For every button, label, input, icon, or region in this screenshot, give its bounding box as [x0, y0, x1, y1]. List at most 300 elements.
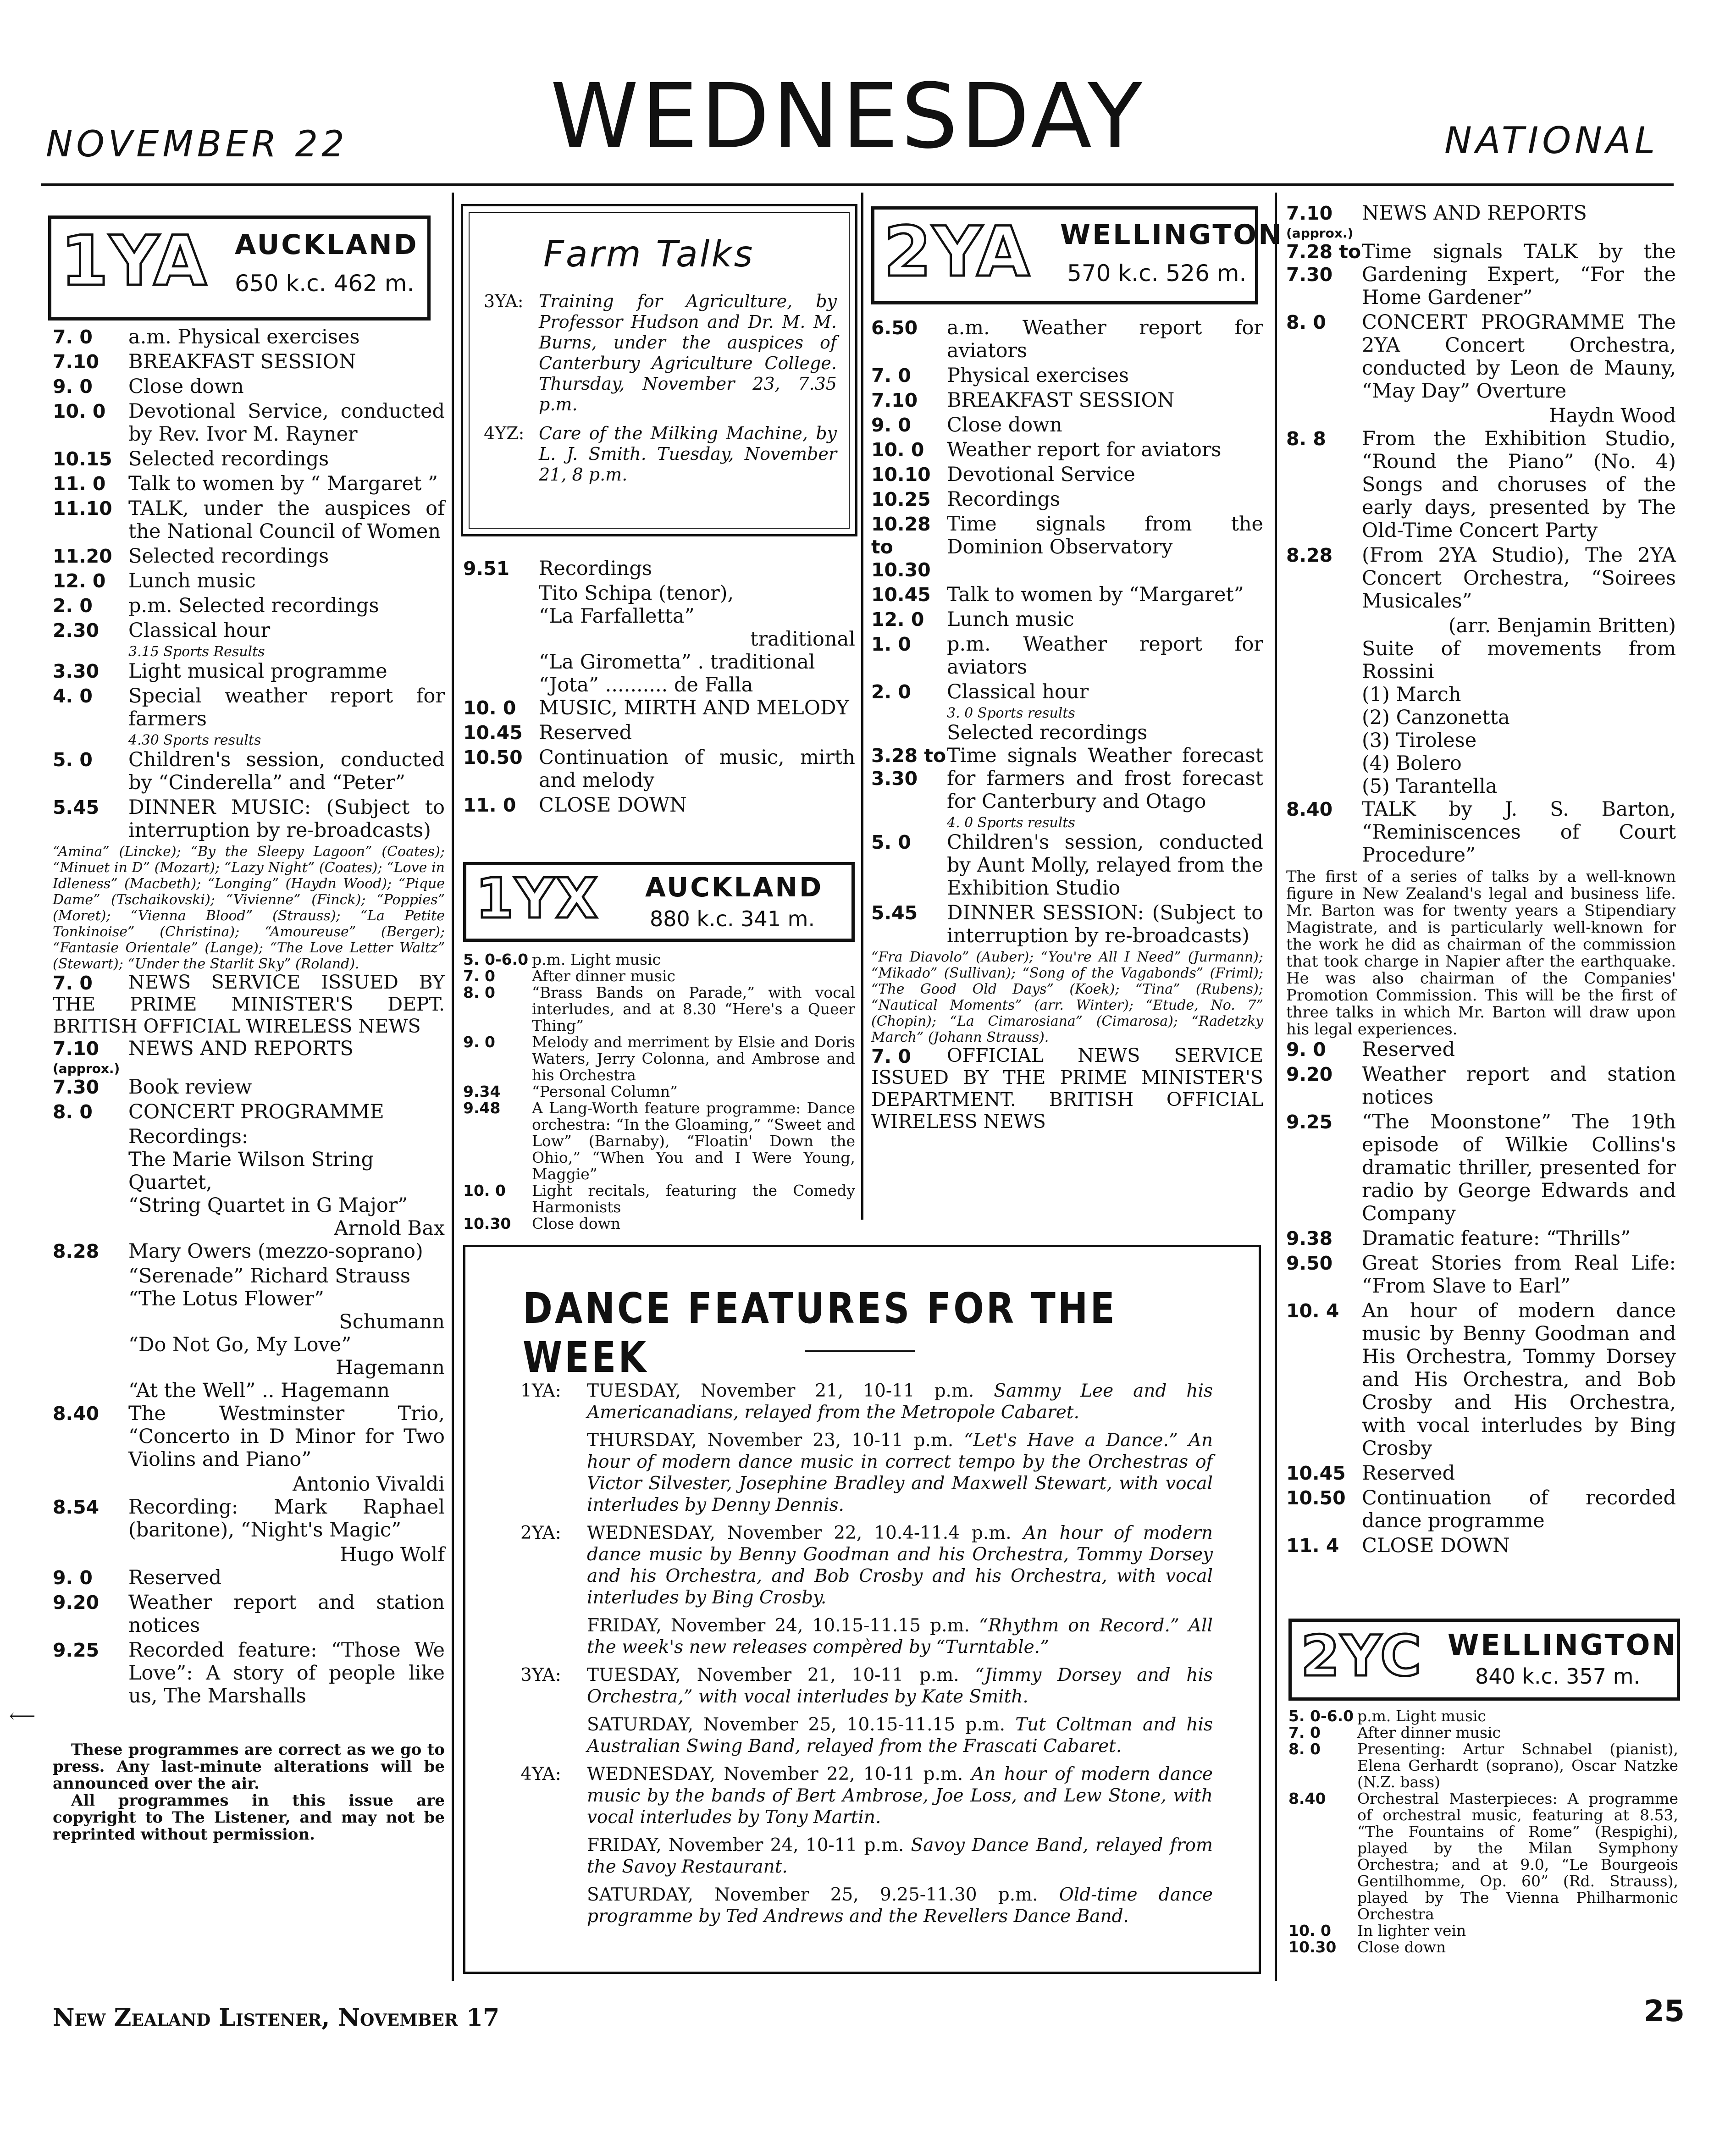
- text-line: (1) March: [1362, 683, 1461, 706]
- entry-description: Close down: [532, 1215, 621, 1232]
- entry-time: 10.45: [871, 584, 931, 606]
- dance-features-title: DANCE FEATURES FOR THE WEEK: [523, 1284, 1117, 1382]
- entry-description: After dinner music: [1357, 1724, 1501, 1741]
- entry-description: Reserved: [1362, 1462, 1455, 1485]
- schedule-entry: [53, 1037, 445, 1060]
- entry-time: 4. 0: [53, 685, 93, 707]
- dance-features-box: [463, 1245, 1261, 1974]
- column-divider: [861, 193, 863, 1220]
- entry-description: Time signals TALK by the Gardening Expert, “For the Home Gardener”: [1362, 240, 1676, 309]
- recording-details: [539, 582, 855, 696]
- station-key: 4YZ:: [484, 423, 525, 443]
- entry-time: 10.10: [871, 464, 931, 486]
- header-network: NATIONAL: [1444, 119, 1659, 162]
- entry-description: Lunch music: [128, 569, 256, 592]
- entry-time: 7.30: [53, 1076, 100, 1098]
- entry-description: The Westminster Trio, “Concerto in D Minor for Two Violins and Piano”: [128, 1402, 445, 1471]
- station-frequency: 650 k.c. 462 m.: [235, 270, 415, 297]
- schedule-entry: [53, 326, 445, 348]
- text-line: “Serenade” Richard Strauss: [128, 1265, 410, 1288]
- text-line: “At the Well” .. Hagemann: [128, 1379, 390, 1402]
- station-call-sign: 2YC: [1301, 1624, 1422, 1689]
- col2-schedule: [463, 557, 855, 818]
- entry-description: Devotional Service, conducted by Rev. Ivor M. Rayner: [128, 400, 445, 446]
- feature-description: “Let's Have a Dance.” An hour of modern dance music in correct tempo by the Orchestras of Victor Silvester, Josephine Bradley and Maxwell Stewart, with vocal interludes by Denny Dennis.: [587, 1430, 1213, 1515]
- entry-time: 10.15: [53, 448, 112, 470]
- schedule-entry: [871, 744, 1263, 813]
- schedule-entry: [1286, 311, 1676, 403]
- text-line: Arnold Bax: [334, 1217, 445, 1240]
- talk-description: The first of a series of talks by a well-known figure in New Zealand's legal and business life. Mr. Barton was for twenty years a Stipendiary Magistrate, and is particularly well-known for the work he did as chairman of the commission that took charge in Napier after the earthquake. He was also chairman of the Companies' Promotion Commission. This will be the first of three talks in which Mr. Barton will draw upon his legal experiences.: [1286, 868, 1676, 1039]
- station-key: 2YA:: [520, 1523, 561, 1543]
- entry-description: Physical exercises: [947, 364, 1129, 387]
- station-city: AUCKLAND: [235, 229, 419, 261]
- entry-description: Time signals Weather forecast for farmers and frost forecast for Canterbury and Otago: [947, 744, 1263, 813]
- entry-time: 10. 0: [871, 439, 924, 461]
- schedule-entry: [1288, 1790, 1678, 1923]
- schedule-entry: [1286, 544, 1676, 613]
- entry-description: p.m. Weather report for aviators: [947, 633, 1263, 679]
- schedule-entry: [871, 389, 1263, 412]
- station-city: WELLINGTON: [1060, 219, 1283, 251]
- dance-feature-row: [520, 1664, 1213, 1707]
- station-key: [520, 1430, 587, 1516]
- arrow-mark-icon: ⟵: [9, 1706, 36, 1727]
- feature-description: An hour of modern dance music by the bands of Bert Ambrose, Joe Loss, and Lew Stone, with vocal interludes by Tony Martin.: [587, 1764, 1213, 1828]
- movement-list: [1362, 683, 1676, 798]
- schedule-entry: [1286, 1038, 1676, 1061]
- schedule-entry: [871, 901, 1263, 947]
- schedule-entry: [1286, 1063, 1676, 1109]
- news-service: OFFICIAL NEWS SERVICE ISSUED BY THE PRIME MINISTER'S DEPARTMENT. BRITISH OFFICIAL WIRELESS NEWS: [871, 1044, 1263, 1133]
- station-frequency: 570 k.c. 526 m.: [1067, 260, 1247, 287]
- schedule-entry: [463, 1083, 855, 1100]
- recital-details: [128, 1265, 445, 1402]
- column-divider: [452, 193, 454, 1981]
- feature-date: FRIDAY, November 24, 10-11 p.m.: [587, 1835, 904, 1856]
- entry-description: Selected recordings: [128, 545, 329, 568]
- entry-time: 7.10: [53, 351, 100, 373]
- entry-description: a.m. Weather report for aviators: [947, 316, 1263, 362]
- header-rule: [41, 183, 1674, 186]
- entry-time: 8.54: [53, 1496, 100, 1518]
- schedule-entry: [463, 1034, 855, 1083]
- dance-feature-row: [520, 1380, 1213, 1423]
- entry-time: 11.20: [53, 545, 112, 567]
- station-key: 1YA:: [520, 1381, 561, 1401]
- news-service: NEWS SERVICE ISSUED BY THE PRIME MINISTER'S DEPT. BRITISH OFFICIAL WIRELESS NEWS: [53, 971, 445, 1037]
- schedule-entry: [53, 1240, 445, 1263]
- entry-description: Children's session, conducted by “Cinderella” and “Peter”: [128, 748, 445, 794]
- entry-time: 8. 0: [1288, 1740, 1321, 1758]
- dance-feature-row: [520, 1763, 1213, 1828]
- entry-description: DINNER SESSION: (Subject to interruption by re-broadcasts): [947, 901, 1263, 947]
- entry-description: Close down: [128, 375, 244, 398]
- schedule-entry: [1288, 1939, 1678, 1956]
- schedule-entry: [463, 984, 855, 1034]
- entry-time: 10.50: [463, 746, 523, 768]
- schedule-entry: [1286, 1486, 1676, 1532]
- schedule-entry: [463, 1183, 855, 1216]
- entry-description: p.m. Light music: [532, 950, 661, 968]
- footer-publication: New Zealand Listener, November 17: [53, 2004, 500, 2032]
- entry-description: “The Moonstone” The 19th episode of Wilkie Collins's dramatic thriller, presented for radio by George Edwards and Company: [1362, 1111, 1676, 1225]
- entry-time: 10.30: [1288, 1938, 1337, 1956]
- schedule-entry: [871, 414, 1263, 437]
- station-key: 3YA:: [520, 1665, 561, 1685]
- entry-description: Reserved: [539, 721, 632, 744]
- dinner-music-list: “Fra Diavolo” (Auber); “You're All I Need” (Jurmann); “Mikado” (Sullivan); “Song of the Vagabonds” (Friml); “The Good Old Days” (Koek); “Tina” (Rubens); “Nautical Moments” (arr. Winter); “Etude, No. 7” (Chopin); “La Cimarosiana” (Cimarosa); “Radetzky March” (Johann Strauss).: [871, 949, 1263, 1045]
- entry-time: 8.28: [53, 1240, 100, 1262]
- station-key: 3YA:: [484, 291, 524, 311]
- schedule-entry: [53, 375, 445, 398]
- text-line: (3) Tirolese: [1362, 729, 1477, 752]
- entry-description: p.m. Selected recordings: [128, 594, 379, 617]
- entry-time: 7. 0: [463, 967, 495, 985]
- entry-time: 10.45: [1286, 1462, 1346, 1484]
- schedule-entry: [1286, 1462, 1676, 1485]
- entry-time: 3.28 to 3.30: [871, 745, 946, 790]
- entry-time: 5. 0: [871, 831, 911, 853]
- column-divider: [1275, 193, 1277, 1981]
- feature-description: Tut Coltman and his Australian Swing Band, relayed from the Frascati Cabaret.: [587, 1714, 1213, 1757]
- page-number: 25: [1644, 1995, 1685, 2028]
- arranger: (arr. Benjamin Britten): [1448, 614, 1676, 637]
- entry-description: Classical hour: [128, 619, 271, 642]
- composer: Haydn Wood: [1549, 404, 1676, 427]
- schedule-entry: [463, 557, 855, 580]
- entry-time: 10. 0: [463, 697, 516, 719]
- schedule-entry: 7. 0: [871, 1045, 911, 1067]
- schedule-entry: [871, 463, 1263, 486]
- entry-time: 6.50: [871, 317, 918, 339]
- schedule-entry: 7. 0: [53, 972, 93, 994]
- feature-date: WEDNESDAY, November 22, 10-11 p.m.: [587, 1764, 963, 1785]
- twoya-schedule: [871, 316, 1263, 1133]
- feature-date: WEDNESDAY, November 22, 10.4-11.4 p.m.: [587, 1523, 1012, 1543]
- station-key: [520, 1615, 587, 1658]
- entry-time: 11.10: [53, 497, 112, 519]
- station-key: [520, 1714, 587, 1757]
- entry-description: Lunch music: [947, 608, 1074, 631]
- entry-description: Reserved: [1362, 1038, 1455, 1061]
- entry-description: DINNER MUSIC: (Subject to interruption by re-broadcasts): [128, 796, 445, 842]
- schedule-entry: [463, 721, 855, 744]
- text-line: Schumann: [339, 1310, 445, 1333]
- entry-time: 9. 0: [871, 414, 911, 436]
- title-underline: [805, 1350, 915, 1352]
- entry-time: 5. 0: [53, 749, 93, 771]
- entry-description: “Personal Column”: [532, 1083, 678, 1100]
- entry-description: CONCERT PROGRAMME The 2YA Concert Orchestra, conducted by Leon de Mauny, “May Day” Overture: [1362, 311, 1676, 403]
- text-line: The Marie Wilson String Quartet,: [128, 1148, 374, 1194]
- entry-time: 9.50: [1286, 1252, 1333, 1274]
- station-call-sign: 2YA: [884, 212, 1031, 292]
- entry-description: After dinner music: [532, 967, 676, 985]
- schedule-entry: [1286, 1299, 1676, 1460]
- entry-time: 8.40: [1286, 798, 1333, 820]
- entry-time: 8.40: [1288, 1790, 1326, 1807]
- schedule-entry: [463, 1216, 855, 1232]
- entry-time: 9.38: [1286, 1227, 1333, 1249]
- schedule-entry: [53, 350, 445, 373]
- schedule-entry: [871, 438, 1263, 461]
- entry-time: 9.25: [53, 1639, 100, 1661]
- text-line: Recordings:: [128, 1125, 249, 1148]
- feature-description: “Rhythm on Record.” All the week's new releases compèred by “Turntable.”: [587, 1615, 1213, 1658]
- schedule-entry: [1286, 1227, 1676, 1250]
- entry-time: 10. 0: [53, 400, 106, 422]
- sports-results: 3. 0 Sports results: [947, 705, 1075, 721]
- station-key: [520, 1884, 587, 1927]
- entry-description: MUSIC, MIRTH AND MELODY: [539, 696, 849, 719]
- schedule-entry: [53, 1639, 445, 1707]
- entry-time: 9.48: [463, 1099, 501, 1117]
- entry-description: Mary Owers (mezzo-soprano): [128, 1240, 423, 1263]
- station-key: 4YA:: [520, 1764, 561, 1785]
- entry-time: 9. 0: [463, 1033, 495, 1051]
- schedule-entry: [871, 364, 1263, 387]
- entry-time: 8. 0: [1286, 311, 1326, 333]
- entry-description: Light recitals, featuring the Comedy Harmonists: [532, 1182, 855, 1216]
- entry-description: TALK, under the auspices of the National Council of Women: [128, 497, 445, 543]
- entry-time: 8.40: [53, 1403, 100, 1425]
- composer: Antonio Vivaldi: [293, 1473, 445, 1496]
- text-line: Tito Schipa (tenor),: [539, 582, 734, 605]
- entry-time: 3.30: [53, 660, 100, 682]
- entry-description: A Lang-Worth feature programme: Dance orchestra: “In the Gloaming,” “Sweet and Low” (Barnaby), “Floatin' Down the Ohio,” “When You and I Were Young, Maggie”: [532, 1099, 855, 1183]
- dance-feature-row: [520, 1714, 1213, 1757]
- feature-description: Savoy Dance Band, relayed from the Savoy Restaurant.: [587, 1835, 1213, 1877]
- entry-time: 9.51: [463, 558, 510, 580]
- entry-description: Great Stories from Real Life: “From Slave to Earl”: [1362, 1252, 1676, 1298]
- entry-time: 5. 0-6.0: [1288, 1707, 1354, 1725]
- schedule-entry: [53, 1076, 445, 1099]
- feature-date: THURSDAY, November 23, 10-11 p.m.: [587, 1430, 954, 1451]
- entry-description: Recording: Mark Raphael (baritone), “Night's Magic”: [128, 1496, 445, 1542]
- dinner-music-list: “Amina” (Lincke); “By the Sleepy Lagoon” (Coates); “Minuet in D” (Mozart); “Lazy Night” (Coates); “Love in Idleness” (Macbeth); “Longing” (Haydn Wood); “Pique Dame” (Tschaikovski); “Vivienne” (Finck); “Poppies” (Moret); “Vienna Blood” (Strauss); “La Petite Tonkinoise” (Christina); “Amoureuse” (Berger); “Fantasie Orientale” (Lange); “The Love Letter Waltz” (Stewart); “Under the Starlit Sky” (Roland).: [53, 844, 445, 972]
- col4-schedule: [1286, 202, 1676, 1559]
- schedule-entry: [53, 545, 445, 568]
- sports-results: 4.30 Sports results: [128, 732, 261, 748]
- entry-time: 2.30: [53, 619, 100, 641]
- entry-time: 2. 0: [53, 595, 93, 617]
- entry-time: 11. 0: [53, 473, 106, 495]
- schedule-entry: [1286, 240, 1676, 309]
- entry-description: Time signals from the Dominion Observatory: [947, 513, 1263, 558]
- entry-time: 10. 0: [463, 1182, 506, 1199]
- text-line: “The Lotus Flower”: [128, 1288, 324, 1310]
- entry-time: 10.50: [1286, 1487, 1346, 1509]
- schedule-entry: [53, 497, 445, 543]
- schedule-entry: [1286, 1534, 1676, 1557]
- feature-date: SATURDAY, November 25, 9.25-11.30 p.m.: [587, 1884, 1038, 1905]
- suite-description: Suite of movements from Rossini: [1362, 637, 1676, 683]
- talk-description: Care of the Milking Machine, by L. J. Smith. Tuesday, November 21, 8 p.m.: [539, 423, 837, 485]
- schedule-entry: [53, 1566, 445, 1589]
- schedule-entry: [463, 968, 855, 984]
- entry-description: Melody and merriment by Elsie and Doris Waters, Jerry Colonna, and Ambrose and his Orchestra: [532, 1033, 855, 1084]
- entry-time: 8. 0: [53, 1101, 93, 1123]
- schedule-entry: [53, 594, 445, 617]
- header-date: NOVEMBER 22: [46, 124, 348, 165]
- entry-description: From the Exhibition Studio, “Round the Piano” (No. 4) Songs and choruses of the early days, presented by The Old-Time Concert Party: [1362, 427, 1676, 542]
- entry-time: 7. 0: [871, 365, 911, 387]
- feature-description: “Jimmy Dorsey and his Orchestra,” with vocal interludes by Kate Smith.: [587, 1665, 1213, 1707]
- entry-time: 8. 8: [1286, 428, 1326, 450]
- schedule-entry: [871, 583, 1263, 606]
- station-logo-1ya: [48, 216, 431, 320]
- entry-time: 7. 0: [53, 326, 93, 348]
- entry-time: 9. 0: [53, 1567, 93, 1589]
- schedule-entry: [53, 796, 445, 842]
- twoyc-schedule: [1288, 1708, 1678, 1956]
- entry-description: Weather report and station notices: [128, 1591, 445, 1637]
- entry-description: CONCERT PROGRAMME: [128, 1100, 384, 1123]
- schedule-entry: [871, 316, 1263, 362]
- schedule-entry: [871, 513, 1263, 581]
- entry-time: 5.45: [53, 796, 100, 818]
- farm-talk-item: [484, 423, 837, 485]
- schedule-entry: [1288, 1923, 1678, 1939]
- entry-time: 10.30: [463, 1215, 511, 1232]
- schedule-entry: [53, 660, 445, 683]
- station-city: WELLINGTON: [1448, 1628, 1678, 1662]
- entry-time: 8.28: [1286, 544, 1333, 566]
- entry-description: Weather report and station notices: [1362, 1063, 1676, 1109]
- schedule-entry: [463, 746, 855, 792]
- selected-recordings: Selected recordings: [947, 721, 1148, 744]
- schedule-entry: [53, 472, 445, 495]
- entry-description: BREAKFAST SESSION: [128, 350, 356, 373]
- entry-description: TALK by J. S. Barton, “Reminiscences of Court Procedure”: [1362, 798, 1676, 867]
- entry-description: Special weather report for farmers: [128, 685, 445, 730]
- entry-description: NEWS AND REPORTS: [128, 1037, 354, 1060]
- entry-time: 9.20: [53, 1591, 100, 1614]
- entry-time: 9. 0: [53, 376, 93, 398]
- entry-time: 11. 4: [1286, 1535, 1339, 1557]
- entry-time: 5. 0-6.0: [463, 950, 529, 968]
- station-frequency: 880 k.c. 341 m.: [650, 906, 815, 931]
- schedule-entry: [53, 1591, 445, 1637]
- programme-note: These programmes are correct as we go to press. Any last-minute alterations will be announced over the air.: [53, 1741, 445, 1793]
- entry-description: Book review: [128, 1076, 252, 1099]
- schedule-entry: [871, 831, 1263, 900]
- entry-time: 9.25: [1286, 1111, 1333, 1133]
- entry-time: 2. 0: [871, 681, 911, 703]
- entry-description: Selected recordings: [128, 448, 329, 470]
- station-key: [520, 1835, 587, 1878]
- schedule-entry: [1288, 1708, 1678, 1724]
- entry-time: 10.28 to 10.30: [871, 513, 931, 581]
- text-line: “Jota” .......... de Falla: [539, 674, 753, 696]
- schedule-entry: [871, 680, 1263, 703]
- entry-time: 11. 0: [463, 794, 516, 816]
- dance-feature-row: [520, 1430, 1213, 1516]
- text-line: (4) Bolero: [1362, 752, 1462, 775]
- entry-time: 7.10: [1286, 202, 1333, 224]
- entry-description: Talk to women by “Margaret”: [947, 583, 1244, 606]
- sports-results: 4. 0 Sports results: [947, 815, 1075, 831]
- entry-time: 10. 0: [1288, 1922, 1331, 1940]
- entry-description: Talk to women by “ Margaret ”: [128, 472, 438, 495]
- schedule-entry: [1286, 427, 1676, 542]
- entry-description: Close down: [947, 414, 1062, 437]
- entry-time: 5.45: [871, 902, 918, 924]
- entry-time: 12. 0: [53, 570, 106, 592]
- schedule-entry: [1286, 1252, 1676, 1298]
- text-line: “Do Not Go, My Love”: [128, 1333, 352, 1356]
- farm-talk-item: [484, 291, 837, 415]
- schedule-entry: [53, 400, 445, 446]
- feature-description: Sammy Lee and his Americanadians, relayed from the Metropole Cabaret.: [587, 1381, 1213, 1423]
- schedule-entry: [1286, 798, 1676, 867]
- entry-description: Orchestral Masterpieces: A programme of orchestral music, featuring at 8.53, “The Fountains of Rome” (Respighi), played by the Milan Symphony Orchestra; and at 9.0, “Le Bourgeois Gentilhomme, Op. 60” (Rd. Strauss), played by The Vienna Philharmonic Orchestra: [1357, 1790, 1678, 1923]
- entry-description: Classical hour: [947, 680, 1089, 703]
- entry-description: p.m. Light music: [1357, 1707, 1486, 1725]
- schedule-entry: [463, 951, 855, 968]
- entry-description: Children's session, conducted by Aunt Molly, relayed from the Exhibition Studio: [947, 831, 1263, 900]
- entry-time: 7. 0: [1288, 1724, 1321, 1741]
- schedule-entry: [53, 1402, 445, 1471]
- sports-results: 3.15 Sports Results: [128, 644, 265, 660]
- text-line: (2) Canzonetta: [1362, 706, 1510, 729]
- schedule-entry: [871, 633, 1263, 679]
- station-logo-2ya: [871, 206, 1283, 304]
- entry-description: Reserved: [128, 1566, 222, 1589]
- farm-talks-title: Farm Talks: [543, 234, 755, 275]
- entry-description: Recorded feature: “Those We Love”: A story of people like us, The Marshalls: [128, 1639, 445, 1707]
- text-line: “La Girometta” . traditional: [539, 651, 815, 674]
- entry-description: Recordings: [539, 557, 652, 580]
- copyright-note: All programmes in this issue are copyright to The Listener, and may not be reprinted without permission.: [53, 1791, 445, 1844]
- iya-schedule: [53, 326, 445, 1843]
- text-line: Hagemann: [336, 1356, 445, 1379]
- schedule-entry: [53, 748, 445, 794]
- station-frequency: 840 k.c. 357 m.: [1475, 1664, 1641, 1689]
- entry-description: Weather report for aviators: [947, 438, 1222, 461]
- station-call-sign: 1YA: [61, 221, 208, 301]
- entry-description: Recordings: [947, 488, 1060, 511]
- entry-description: Presenting: Artur Schnabel (pianist), Elena Gerhardt (soprano), Oscar Natzke (N.Z. bass): [1357, 1740, 1678, 1791]
- schedule-entry: [1286, 1111, 1676, 1225]
- dance-feature-row: [520, 1615, 1213, 1658]
- approx-note: (approx.): [1286, 226, 1354, 241]
- schedule-entry: [53, 569, 445, 592]
- schedule-entry: [871, 608, 1263, 631]
- entry-description: Continuation of music, mirth and melody: [539, 746, 855, 792]
- entry-time: 7.10: [871, 389, 918, 411]
- entry-description: CLOSE DOWN: [1362, 1534, 1510, 1557]
- entry-time: 7.28 to 7.30: [1286, 241, 1361, 286]
- dance-feature-row: [520, 1884, 1213, 1927]
- feature-date: TUESDAY, November 21, 10-11 p.m.: [587, 1665, 959, 1685]
- entry-time: 10.45: [463, 722, 523, 744]
- station-city: AUCKLAND: [645, 872, 824, 903]
- schedule-entry: [463, 696, 855, 719]
- farm-talks-box: [461, 204, 857, 536]
- schedule-entry: [53, 448, 445, 470]
- entry-description: An hour of modern dance music by Benny Goodman and His Orchestra, Tommy Dorsey and His Orchestra, and Bob Crosby and His Orchestra, with vocal interludes by Bing Crosby: [1362, 1299, 1676, 1460]
- entry-description: Dramatic feature: “Thrills”: [1362, 1227, 1631, 1250]
- composer: Hugo Wolf: [339, 1543, 445, 1566]
- concert-details: [128, 1125, 445, 1240]
- schedule-entry: [53, 619, 445, 642]
- entry-time: 12. 0: [871, 608, 924, 630]
- text-line: “La Farfalletta”: [539, 605, 695, 628]
- schedule-entry: [463, 794, 855, 817]
- entry-description: CLOSE DOWN: [539, 794, 687, 817]
